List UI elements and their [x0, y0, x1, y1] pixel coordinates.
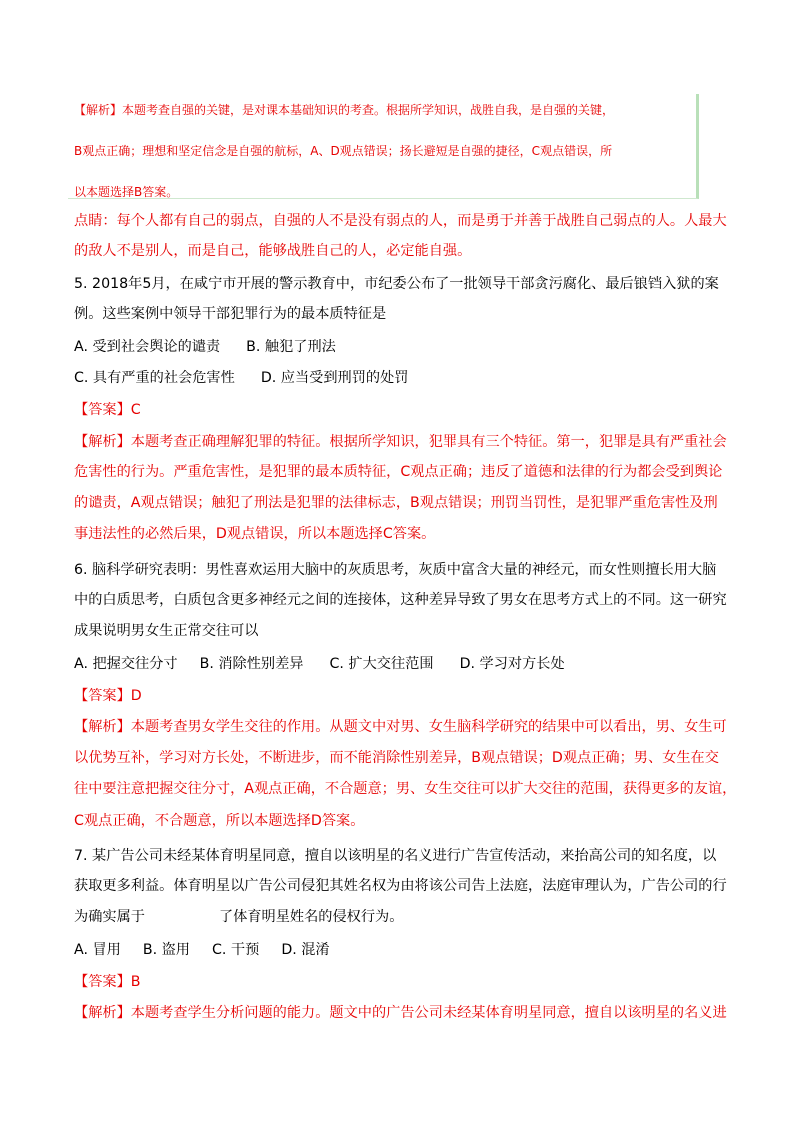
q7-answer: 【答案】B [74, 974, 141, 990]
q7-option-d: D. 混淆 [281, 942, 330, 958]
q5-analysis-line-1: 【解析】本题考查正确理解犯罪的特征。根据所学知识，犯罪具有三个特征。第一，犯罪是具有严重社会 [74, 434, 727, 450]
q6-option-d: D. 学习对方长处 [459, 656, 565, 672]
dianjing-line-1: 点睛：每个人都有自己的弱点，自强的人不是没有弱点的人，而是勇于并善于战胜自己弱点的人。人最大 [74, 213, 727, 229]
q6-analysis-line-2: 以优势互补，学习对方长处，不断进步，而不能消除性别差异，B观点错误；D观点正确；男、女生在交 [74, 750, 719, 766]
dianjing-line-2: 的敌人不是别人，而是自己，能够战胜自己的人，必定能自强。 [74, 243, 472, 259]
q5-option-b: B. 触犯了刑法 [246, 339, 336, 355]
q7-analysis-line-1: 【解析】本题考查学生分析问题的能力。题文中的广告公司未经某体育明星同意，擅自以该明星的名义进 [74, 1005, 727, 1021]
tip-box [68, 94, 699, 199]
q7-stem-line-3 [74, 908, 403, 926]
q5-answer: 【答案】C [74, 402, 141, 418]
q7-option-b: B. 盗用 [142, 942, 190, 958]
q5-option-a: A. 受到社会舆论的谴责 [74, 339, 221, 355]
q7-stem-line-3-part-a: 为确实属于 [74, 909, 145, 925]
q6-stem-line-2: 中的白质思考，白质包含更多神经元之间的连接体，这种差异导致了男女在思考方式上的不同。这一研究 [74, 592, 727, 608]
q5-options-row-2 [74, 369, 408, 387]
tip-line-2: B观点正确；理想和坚定信念是自强的航标，A、D观点错误；扬长避短是自强的捷径，C观点错误，所 [74, 144, 613, 158]
q6-answer: 【答案】D [74, 688, 142, 704]
q5-option-d: D. 应当受到刑罚的处罚 [260, 370, 409, 386]
q7-options-row [74, 941, 330, 959]
q5-analysis-line-2: 危害性的行为。严重危害性，是犯罪的最本质特征，C观点正确；违反了道德和法律的行为都会受到舆论 [74, 464, 723, 480]
q7-option-c: C. 干预 [212, 942, 260, 958]
q7-option-a: A. 冒用 [74, 942, 121, 958]
q7-stem-line-3-part-b: 了体育明星姓名的侵权行为。 [218, 909, 404, 925]
q5-analysis-line-4: 事违法性的必然后果，D观点错误，所以本题选择C答案。 [74, 526, 436, 542]
q7-stem-line-2: 获取更多利益。体育明星以广告公司侵犯其姓名权为由将该公司告上法庭，法庭审理认为，广告公司的行 [74, 878, 727, 894]
q7-stem-line-1: 7. 某广告公司未经某体育明星同意，擅自以该明星的名义进行广告宣传活动，来抬高公司的知名度，以 [74, 848, 717, 864]
q5-stem-line-2: 例。这些案例中领导干部犯罪行为的最本质特征是 [74, 306, 387, 322]
q5-stem-line-1: 5. 2018年5月，在咸宁市开展的警示教育中，市纪委公布了一批领导干部贪污腐化、最后锒铛入狱的案 [74, 276, 719, 292]
tip-line-3: 以本题选择B答案。 [74, 185, 179, 199]
q6-option-a: A. 把握交往分寸 [74, 656, 178, 672]
q6-analysis-line-4: C观点正确，不合题意，所以本题选择D答案。 [74, 813, 365, 829]
q6-options-row [74, 655, 565, 673]
q6-stem-line-1: 6. 脑科学研究表明：男性喜欢运用大脑中的灰质思考，灰质中富含大量的神经元，而女性则擅长用大脑 [74, 562, 717, 578]
q5-analysis-line-3: 的谴责，A观点错误；触犯了刑法是犯罪的法律标志，B观点错误；刑罚当罚性，是犯罪严重危害性及刑 [74, 495, 718, 511]
tip-line-1: 【解析】本题考查自强的关键，是对课本基础知识的考查。根据所学知识，战胜自我，是自强的关键， [74, 103, 615, 117]
q6-option-b: B. 消除性别差异 [199, 656, 304, 672]
q6-analysis-line-1: 【解析】本题考查男女学生交往的作用。从题文中对男、女生脑科学研究的结果中可以看出，男、女生可 [74, 719, 727, 735]
q5-options-row-1 [74, 338, 336, 356]
q6-analysis-line-3: 往中要注意把握交往分寸，A观点正确，不合题意；男、女生交往可以扩大交往的范围，获得更多的友谊， [74, 781, 737, 797]
q5-option-c: C. 具有严重的社会危害性 [74, 370, 235, 386]
q6-stem-line-3: 成果说明男女生正常交往可以 [74, 623, 259, 639]
q6-option-c: C. 扩大交往范围 [329, 656, 434, 672]
